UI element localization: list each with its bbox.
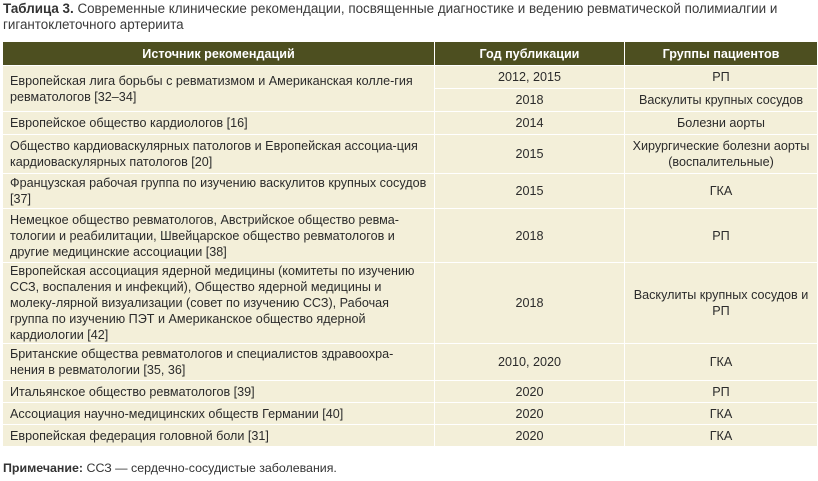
table-row [3,381,818,403]
guidelines-table [2,41,818,447]
header-year: Год публикации [435,42,625,66]
year-cell: 2018 [435,89,625,112]
table-row [3,209,818,263]
table-row [3,112,818,135]
guidelines-table-container [2,41,817,447]
caption-text: Современные клинические рекомендации, посвященные диагностике и ведению ревматической полимиалгии и гигантоклеточного артериита [3,1,778,32]
table-row [3,403,818,425]
source-cell: Европейская ассоциация ядерной медицины (комитеты по изучению ССЗ, воспаления и инфекций), Общество ядерной медицины и молеку-лярной визуализации (совет по изучению ССЗ), Рабочая группа по изучению ПЭТ и Американское общество ядерной кардиологии [42] [3,263,435,344]
footnote-text: ССЗ — сердечно-сосудистые заболевания. [86,461,337,475]
source-cell: Итальянское общество ревматологов [39] [3,381,435,403]
table-footnote [3,461,337,475]
group-cell: ГКА [625,403,818,425]
year-cell: 2012, 2015 [435,66,625,89]
table-row [3,66,818,89]
source-cell: Общество кардиоваскулярных патологов и Европейская ассоциа-ция кардиоваскулярных патологов [20] [3,135,435,174]
group-cell: РП [625,209,818,263]
year-cell: 2020 [435,403,625,425]
source-cell: Европейская лига борьбы с ревматизмом и Американская колле-гия ревматологов [32–34] [3,66,435,112]
year-cell: 2015 [435,174,625,209]
group-cell: ГКА [625,174,818,209]
group-cell: ГКА [625,344,818,381]
table-caption [3,1,815,33]
source-cell: Немецкое общество ревматологов, Австрийское общество ревма-тологии и реабилитации, Швейцарское общество ревматологов и другие медицинские ассоциации [38] [3,209,435,263]
group-cell: РП [625,381,818,403]
year-cell: 2018 [435,209,625,263]
year-cell: 2018 [435,263,625,344]
source-cell: Британские общества ревматологов и специалистов здравоохра-нения в ревматологии [35, 36] [3,344,435,381]
year-cell: 2015 [435,135,625,174]
table-row [3,135,818,174]
header-groups: Группы пациентов [625,42,818,66]
source-cell: Французская рабочая группа по изучению васкулитов крупных сосудов [37] [3,174,435,209]
year-cell: 2020 [435,425,625,447]
group-cell: Васкулиты крупных сосудов [625,89,818,112]
group-cell: Хирургические болезни аорты (воспалительные) [625,135,818,174]
year-cell: 2010, 2020 [435,344,625,381]
source-cell: Европейское общество кардиологов [16] [3,112,435,135]
source-cell: Ассоциация научно-медицинских обществ Германии [40] [3,403,435,425]
group-cell: Болезни аорты [625,112,818,135]
table-row [3,425,818,447]
table-row [3,174,818,209]
group-cell: Васкулиты крупных сосудов и РП [625,263,818,344]
group-cell: РП [625,66,818,89]
source-cell: Европейская федерация головной боли [31] [3,425,435,447]
caption-label: Таблица 3. [3,1,74,16]
group-cell: ГКА [625,425,818,447]
table-header-row [3,42,818,66]
header-source: Источник рекомендаций [3,42,435,66]
year-cell: 2020 [435,381,625,403]
table-row [3,263,818,344]
footnote-label: Примечание: [3,461,84,475]
table-row [3,344,818,381]
year-cell: 2014 [435,112,625,135]
